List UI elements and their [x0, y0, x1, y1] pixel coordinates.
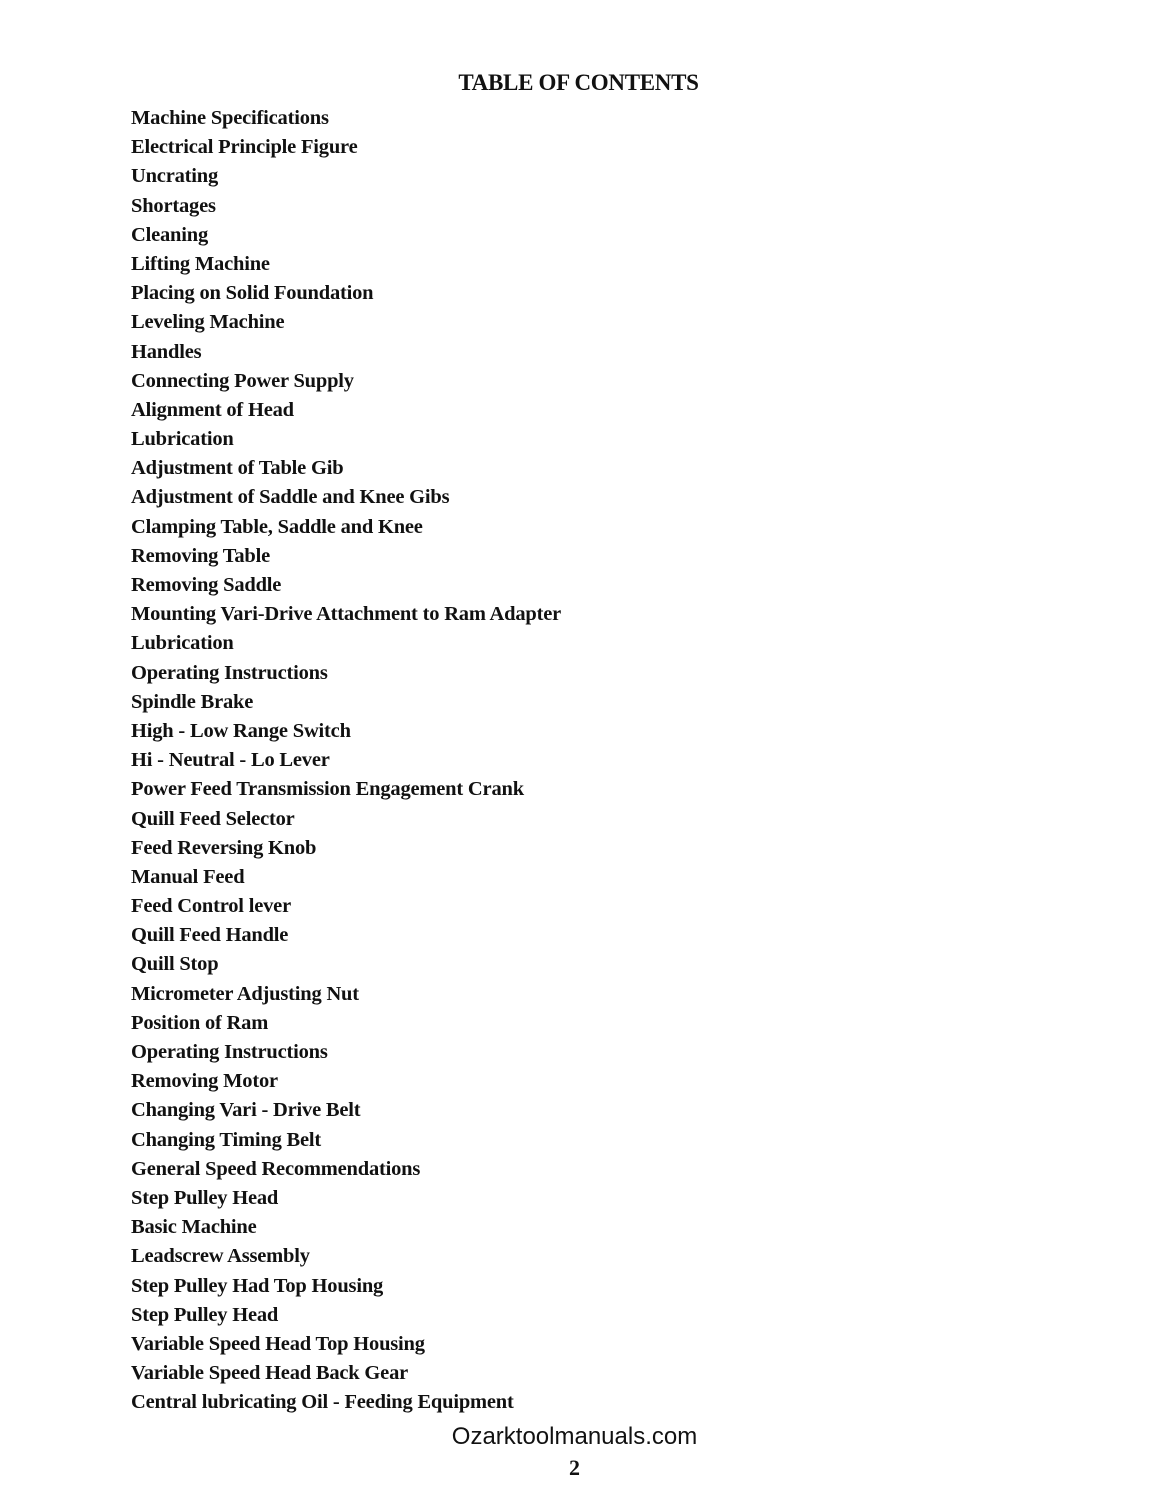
- toc-entry: Electrical Principle Figure: [131, 136, 358, 159]
- toc-entry: Lubrication: [131, 428, 234, 451]
- toc-entry: Central lubricating Oil - Feeding Equipment: [131, 1391, 514, 1414]
- toc-entry: Position of Ram: [131, 1011, 269, 1034]
- toc-entry: Variable Speed Head Top Housing: [131, 1332, 425, 1355]
- site-watermark: Ozarktoolmanuals.com: [451, 1423, 698, 1450]
- toc-entry: Placing on Solid Foundation: [131, 282, 374, 305]
- toc-entry: Cleaning: [131, 223, 208, 246]
- toc-entry: Operating Instructions: [131, 1041, 328, 1063]
- toc-entry: Leadscrew Assembly: [131, 1245, 310, 1268]
- toc-entry: Quill Feed Handle: [131, 924, 289, 947]
- toc-entry: Lubrication: [131, 632, 234, 655]
- toc-entry: Step Pulley Had Top Housing: [131, 1274, 384, 1297]
- toc-entry: Step Pulley Head: [131, 1186, 279, 1209]
- toc-entry: Feed Reversing Knob: [131, 836, 317, 859]
- toc-entry: Hi - Neutral - Lo Lever: [131, 749, 330, 772]
- toc-entry: Machine Specifications: [131, 107, 329, 129]
- toc-list: [131, 104, 561, 1417]
- toc-entry: Micrometer Adjusting Nut: [131, 982, 359, 1005]
- toc-entry: High - Low Range Switch: [131, 719, 351, 742]
- toc-entry: Basic Machine: [131, 1216, 257, 1239]
- toc-entry: Uncrating: [131, 165, 219, 188]
- toc-entry: Variable Speed Head Back Gear: [131, 1362, 409, 1385]
- page-title: TABLE OF CONTENTS: [458, 70, 699, 95]
- toc-entry: Changing Timing Belt: [131, 1128, 322, 1151]
- toc-entry: Quill Stop: [131, 953, 219, 976]
- toc-entry: Removing Table: [131, 544, 271, 567]
- toc-entry: Adjustment of Table Gib: [131, 457, 344, 480]
- toc-entry: Feed Control lever: [131, 895, 291, 918]
- toc-entry: Changing Vari - Drive Belt: [131, 1099, 361, 1122]
- toc-entry: Removing Saddle: [131, 574, 282, 596]
- toc-entry: Leveling Machine: [131, 311, 285, 334]
- toc-entry: Removing Motor: [131, 1070, 278, 1093]
- toc-entry: General Speed Recommendations: [131, 1157, 421, 1180]
- toc-entry: Manual Feed: [131, 865, 245, 888]
- toc-entry: Operating Instructions: [131, 661, 328, 684]
- toc-entry: Handles: [131, 340, 202, 363]
- toc-entry: Spindle Brake: [131, 690, 254, 713]
- toc-entry: Connecting Power Supply: [131, 369, 354, 392]
- toc-entry: Power Feed Transmission Engagement Crank: [131, 778, 524, 801]
- toc-entry: Lifting Machine: [131, 252, 270, 275]
- page-number: 2: [569, 1455, 580, 1480]
- toc-entry: Adjustment of Saddle and Knee Gibs: [131, 486, 450, 509]
- toc-entry: Step Pulley Head: [131, 1303, 279, 1326]
- toc-entry: Mounting Vari-Drive Attachment to Ram Adapter: [131, 603, 562, 626]
- toc-entry: Shortages: [131, 194, 216, 217]
- toc-entry: Quill Feed Selector: [131, 807, 295, 830]
- toc-entry: Clamping Table, Saddle and Knee: [131, 515, 423, 538]
- toc-entry: Alignment of Head: [131, 398, 294, 421]
